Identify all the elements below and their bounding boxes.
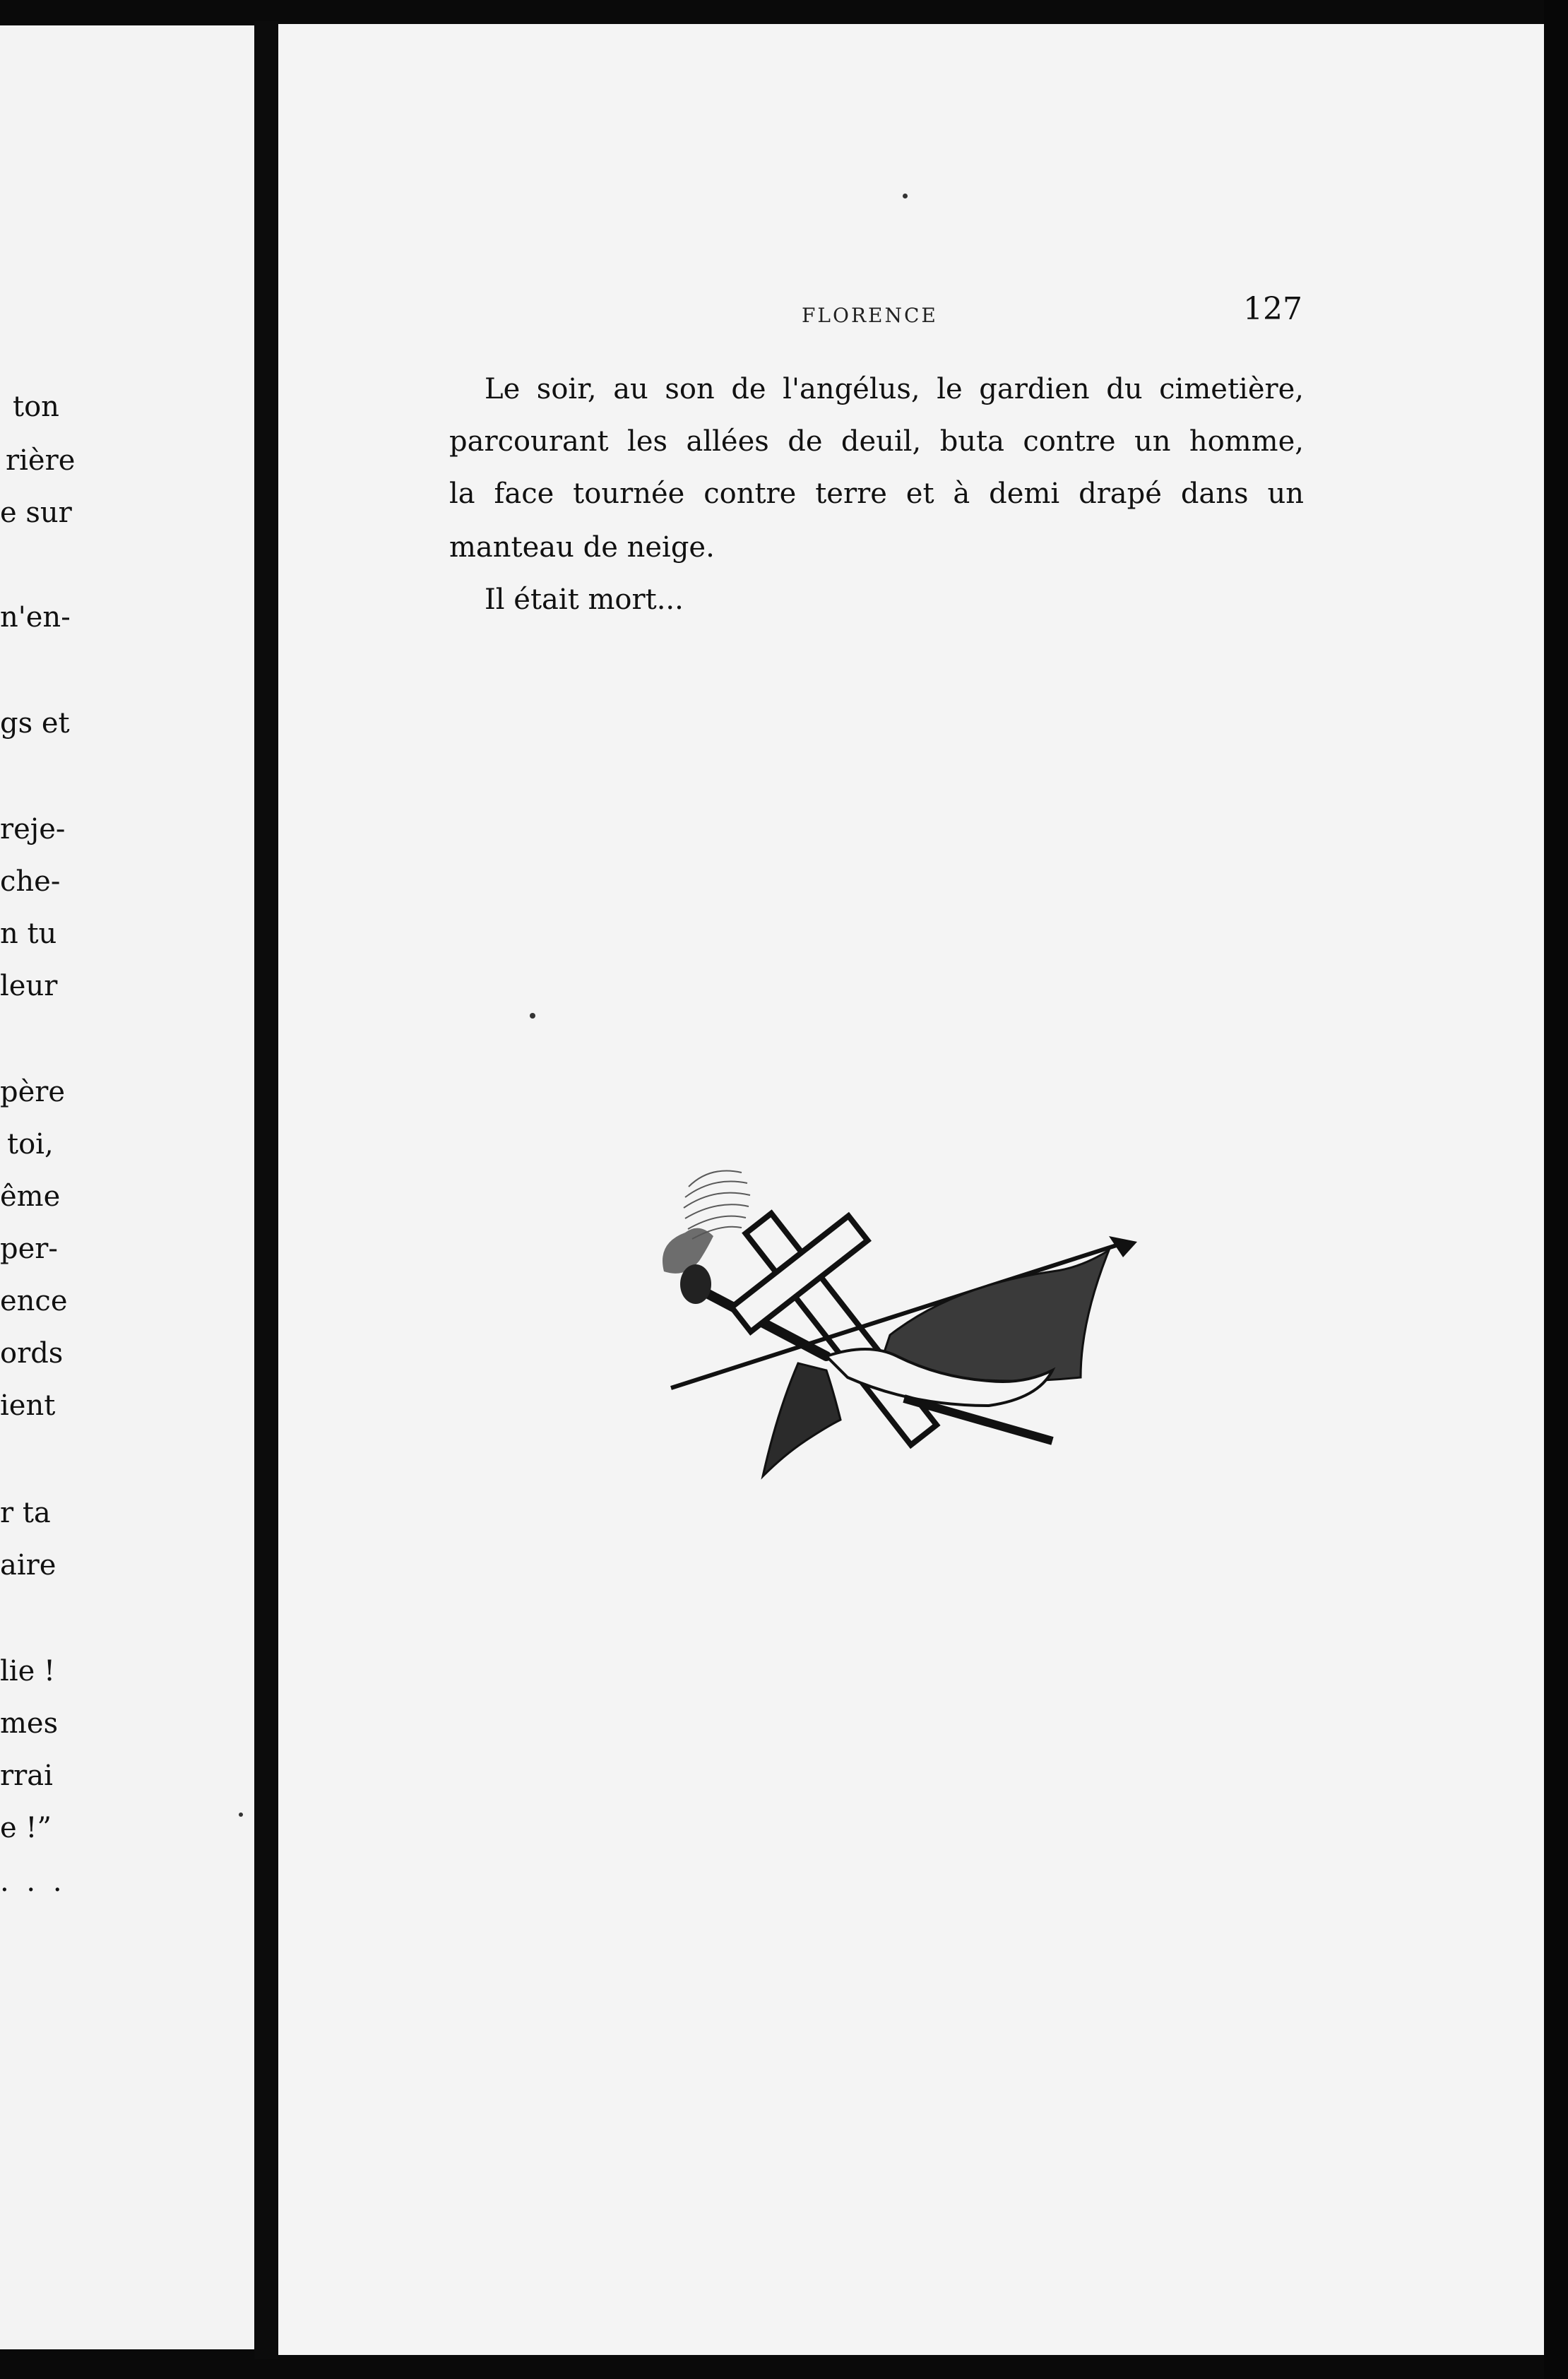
left-fragment: leur: [0, 970, 58, 1002]
left-fragment: . . .: [0, 1865, 66, 1898]
running-head: FLORENCE: [802, 304, 938, 327]
body-line: manteau de neige.: [449, 531, 715, 564]
left-page: [0, 25, 256, 2349]
left-fragment: e sur: [0, 497, 72, 529]
book-spine: [254, 21, 278, 2359]
left-fragment: gs et: [0, 707, 70, 740]
page-number: 127: [1243, 291, 1302, 327]
left-fragment: per-: [0, 1233, 58, 1265]
left-fragment: reje-: [0, 813, 66, 846]
left-fragment: ence: [0, 1285, 68, 1317]
left-fragment: mes: [0, 1707, 59, 1740]
left-fragment: père: [0, 1076, 66, 1108]
left-fragment: n'en-: [0, 601, 71, 634]
body-line: Il était mort...: [485, 583, 684, 616]
left-fragment: e !”: [0, 1812, 52, 1844]
left-fragment: n tu: [0, 918, 57, 950]
ink-speck: [239, 1813, 243, 1817]
left-fragment: toi,: [7, 1128, 54, 1161]
cross-flag-torch-vignette-icon: [657, 1144, 1137, 1540]
left-fragment: lie !: [0, 1655, 56, 1687]
left-fragment: ême: [0, 1180, 61, 1213]
left-fragment: r ta: [0, 1497, 51, 1529]
left-fragment: ient: [0, 1389, 56, 1422]
left-fragment: aire: [0, 1549, 57, 1582]
body-line: Le soir, au son de l'angélus, le gardien du cimetière,: [485, 373, 1304, 405]
body-line: parcourant les allées de deuil, buta contre un homme,: [449, 425, 1304, 458]
left-fragment: rrai: [0, 1760, 53, 1792]
left-fragment: ords: [0, 1337, 64, 1370]
left-fragment: rière: [6, 444, 76, 477]
ink-speck: [903, 194, 908, 198]
left-fragment: ton: [13, 391, 59, 423]
page-edge: [1544, 0, 1568, 2379]
body-line: la face tournée contre terre et à demi drapé dans un: [449, 477, 1304, 510]
ink-speck: [530, 1013, 535, 1019]
left-fragment: che-: [0, 865, 61, 898]
